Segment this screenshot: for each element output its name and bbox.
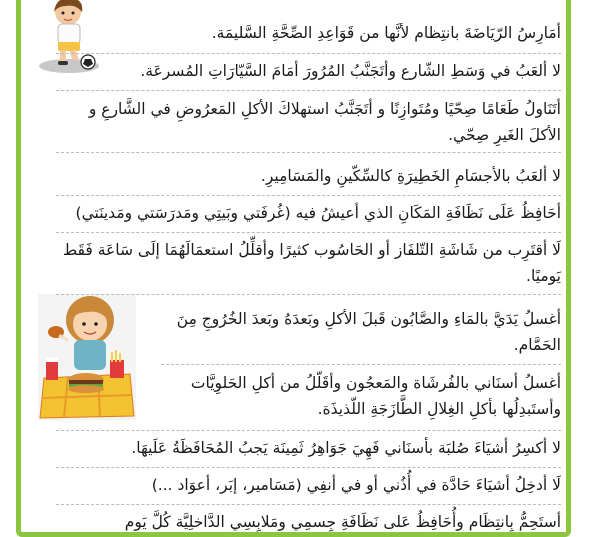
divider (56, 504, 561, 505)
divider (56, 294, 561, 295)
divider (56, 467, 561, 468)
list-item: لا ألعَبُ بالأجسَامِ الخَطِيرَةِ كالسِّكّينِ والمَسَامِيرِ. (260, 167, 561, 185)
list-item: لَا أقتَرِب من شَاشَةِ التّلفَاز أو الحَاسُوب كثيرًا وأقلِّلُ استعمَالَهُمَا إلَى سَاعَة فَقَط يَوميًا. (62, 241, 561, 285)
divider (56, 90, 561, 91)
boy-playing-football-illustration (36, 0, 106, 74)
list-item: أتَنَاولُ طَعَامًا صِحّيًا ومُتَوازِنًا و أتَجَنَّبُ استهلاكَ الأكلِ المَعرُوضِ في الشَّارعِ و الأكلَ الغَيرِ صِحّي. (88, 100, 561, 144)
divider (56, 232, 561, 233)
divider (56, 195, 561, 196)
list-item: لَا أدخِلُ أشيَاءَ حَادَّة في أُذُني أو في أنفِي (مَسَامير، إبَر، أعوَاد ...) (151, 476, 561, 494)
list-item: لا أكسِرُ أشيَاءَ صُلبَة بأسنَاني فَهِيَ جَوَاهِرُ ثَمِينَة يَجبُ المُحَافَظَةُ عَلَيهَا. (131, 439, 561, 457)
divider (56, 152, 561, 153)
list-item: أغسلُ يَدَيَّ بالمَاءِ والصَّابُون قَبلَ الأكلِ وبَعدَهُ وبَعدَ الخُرُوجِ مِنَ الحَمَّام. (176, 310, 561, 354)
divider (161, 364, 561, 365)
list-item: أحَافِظُ عَلَى نَظَافَةِ المَكَانِ الذي أعيشُ فيه (غُرفَتي وبَيتِي ومَدرَسَتي ومَدينَتي) (75, 204, 561, 222)
list-item: لا ألعَبُ في وَسَطِ الشّارع وأتَجَنَّبُ المُرُورَ أمَامَ السَّيّارَاتِ المُسرعَة. (140, 62, 561, 80)
girl-with-fast-food-illustration (38, 294, 136, 420)
divider (56, 53, 561, 54)
list-item: أمَارِسُ الرّيَاضَةَ بانتِظام لأنَّها من قَوَاعِدِ الصِّحَّةِ السَّليمَة. (211, 24, 561, 42)
list-item: أغسلُ أسنَاني بالفُرشَاة والمَعجُون وأقَلّلُ من أكلِ الحَلوِيَّات وأستَبدِلُها بأكلِ الغِلالِ الطَّازَجَةِ اللّذيذَة. (190, 374, 561, 418)
list-item: أستَحِمُّ بِانتِظَام وأُحَافِظُ عَلى نَظَافَةِ جِسمِي ومَلابِسِي الدَّاخلِيَّة كُلَّ يَوم (124, 513, 561, 531)
divider (56, 430, 561, 431)
